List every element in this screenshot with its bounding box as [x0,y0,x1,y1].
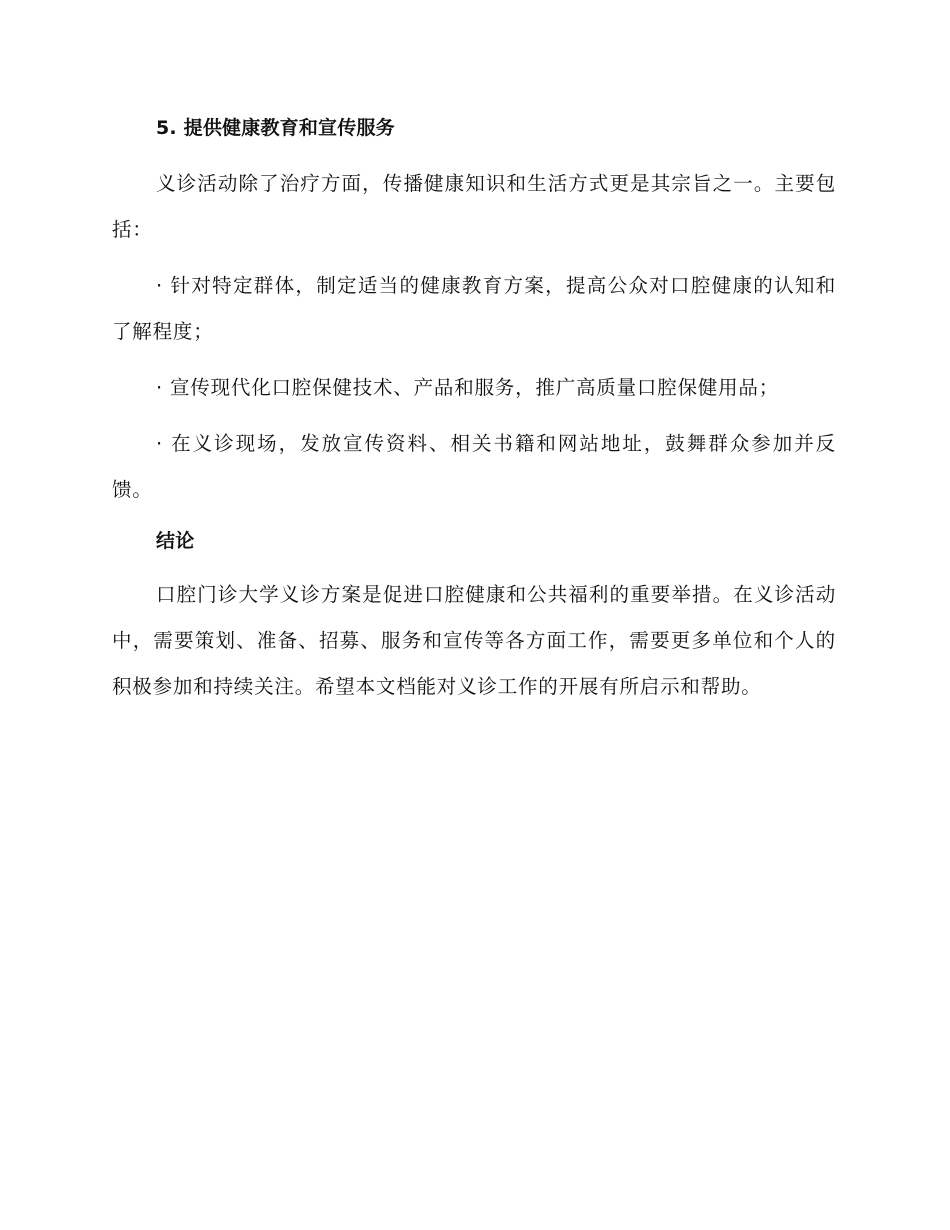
conclusion-body: 口腔门诊大学义诊方案是促进口腔健康和公共福利的重要举措。在义诊活动中，需要策划、准备、招募、服务和宣传等各方面工作，需要更多单位和个人的积极参加和持续关注。希望本文档能对义诊工作的开展有所启示和帮助。 [112,583,836,698]
bullet-item-health-education: · 针对特定群体，制定适当的健康教育方案，提高公众对口腔健康的认知和了解程度； [112,274,836,343]
bullet-item-promotion: · 宣传现代化口腔保健技术、产品和服务，推广高质量口腔保健用品； [156,376,779,399]
section-5-heading: 5. 提供健康教育和宣传服务 [156,117,395,139]
bullet-item-materials: · 在义诊现场，发放宣传资料、相关书籍和网站地址，鼓舞群众参加并反馈。 [112,432,836,501]
section-5-intro: 义诊活动除了治疗方面，传播健康知识和生活方式更是其宗旨之一。主要包括： [112,172,836,241]
document-content [112,110,836,720]
conclusion-heading: 结论 [156,530,195,552]
